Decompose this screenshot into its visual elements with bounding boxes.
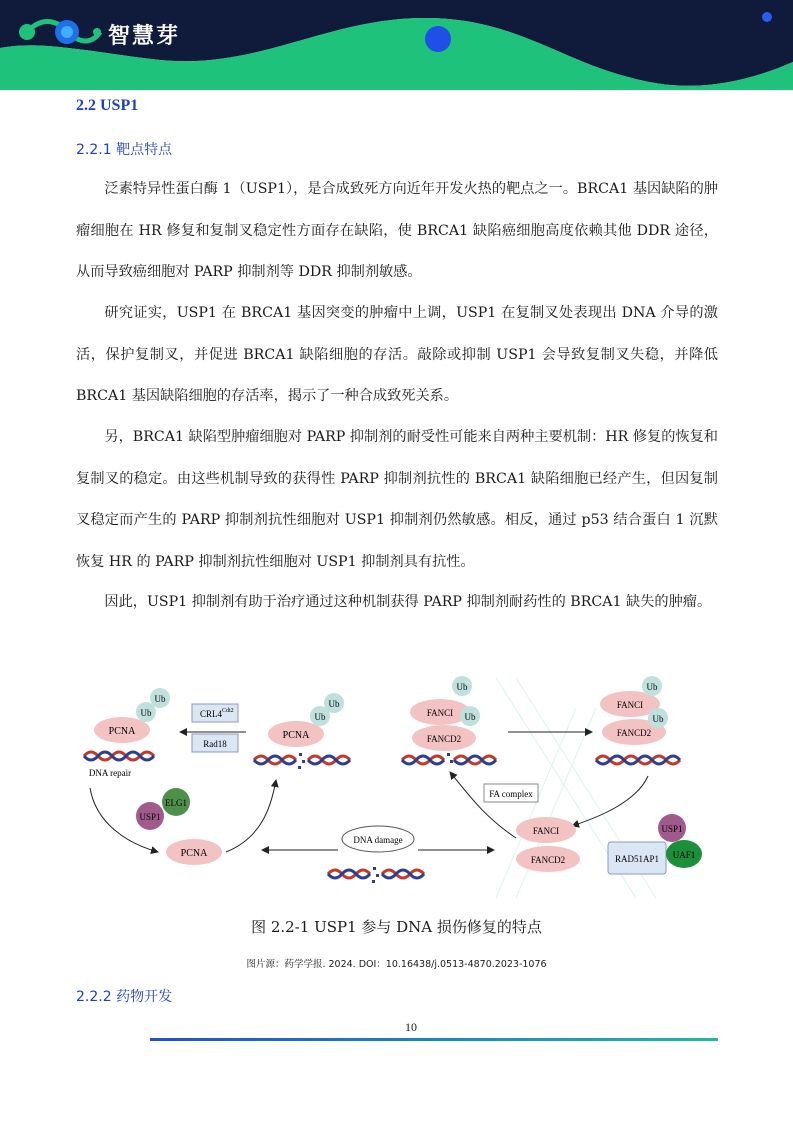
svg-text:Ub: Ub (652, 714, 664, 724)
brand-name: 智慧芽 (108, 24, 181, 49)
svg-text:Ub: Ub (314, 712, 326, 722)
svg-text:Ub: Ub (154, 694, 166, 704)
body-paragraph-4: 因此，USP1 抑制剂有助于治疗通过这种机制获得 PARP 抑制剂耐药性的 BRCA1 缺失的肿瘤。 (104, 594, 712, 610)
dna-repair-label: DNA repair (88, 768, 132, 778)
elg1-label: ELG1 (165, 798, 187, 808)
usp1-label-2: USP1 (661, 824, 683, 834)
svg-text:PCNA: PCNA (282, 730, 310, 741)
subsection-heading-target-features: 2.2.1 靶点特点 (76, 142, 173, 158)
usp1-diagram (76, 668, 716, 908)
subsection-heading-drug-development: 2.2.2 药物开发 (76, 989, 173, 1005)
body-paragraph-1: 泛素特异性蛋白酶 1（USP1），是合成致死方向近年开发火热的靶点之一。BRCA1 基因缺陷的肿瘤细胞在 HR 修复和复制叉稳定性方面存在缺陷，使 BRCA1 缺陷癌细胞高度依赖其他 DDR 途径，从而导致癌细胞对 PARP 抑制剂等 DDR 抑制剂敏感。 (76, 181, 718, 280)
figure-source: 图片源：药学学报. 2024. DOI：10.16438/j.0513-4870.2023-1076 (246, 959, 547, 970)
usp1-label-1: USP1 (139, 812, 161, 822)
svg-text:Ub: Ub (464, 712, 476, 722)
fa-complex-label: FA complex (489, 789, 533, 799)
footer-divider (150, 1038, 718, 1041)
svg-text:Ub: Ub (456, 682, 468, 692)
uaf1-label: UAF1 (672, 850, 696, 860)
dna-damage-label: DNA damage (353, 835, 403, 845)
body-paragraph-3: 另，BRCA1 缺陷型肿瘤细胞对 PARP 抑制剂的耐受性可能来自两种主要机制：HR 修复的恢复和复制叉的稳定。由这些机制导致的获得性 PARP 抑制剂抗性的 BRCA1 缺陷细胞已经产生，但因复制叉稳定而产生的 PARP 抑制剂抗性细胞对 USP1 抑制剂仍然敏感。相反，通过 p53 结合蛋白 1 沉默恢复 HR 的 PARP 抑制剂抗性细胞对 USP1 抑制剂具有抗性。 (76, 429, 718, 570)
svg-text:Ub: Ub (328, 699, 340, 709)
svg-text:PCNA: PCNA (180, 848, 208, 859)
page-header (0, 0, 793, 90)
crl4-label: CRL4 (200, 709, 223, 719)
figure-caption: 图 2.2-1 USP1 参与 DNA 损伤修复的特点 (251, 918, 542, 936)
svg-text:Ub: Ub (646, 682, 658, 692)
rad51ap1-label: RAD51AP1 (614, 854, 660, 864)
figure-usp1-dna-repair (76, 668, 716, 908)
fancd2-label-3: FANCD2 (530, 855, 566, 865)
svg-text:Ub: Ub (140, 708, 152, 718)
fanci-label-2: FANCI (616, 700, 644, 710)
pcna-label-1: PCNA (108, 726, 136, 737)
body-paragraph-2: 研究证实，USP1 在 BRCA1 基因突变的肿瘤中上调，USP1 在复制叉处表现出 DNA 介导的激活，保护复制叉，并促进 BRCA1 缺陷细胞的存活。敲除或抑制 USP1 会导致复制叉失稳，并降低 BRCA1 基因缺陷细胞的存活率，揭示了一种合成致死关系。 (76, 305, 718, 404)
fancd2-label-2: FANCD2 (616, 728, 652, 738)
crl4-superscript: Cdt2 (222, 708, 234, 714)
section-heading: 2.2 USP1 (76, 97, 139, 114)
rad18-label: Rad18 (203, 739, 227, 749)
fancd2-label-1: FANCD2 (426, 734, 462, 744)
page-number: 10 (405, 1020, 417, 1034)
fanci-label-1: FANCI (426, 708, 454, 718)
fanci-label-3: FANCI (532, 826, 560, 836)
